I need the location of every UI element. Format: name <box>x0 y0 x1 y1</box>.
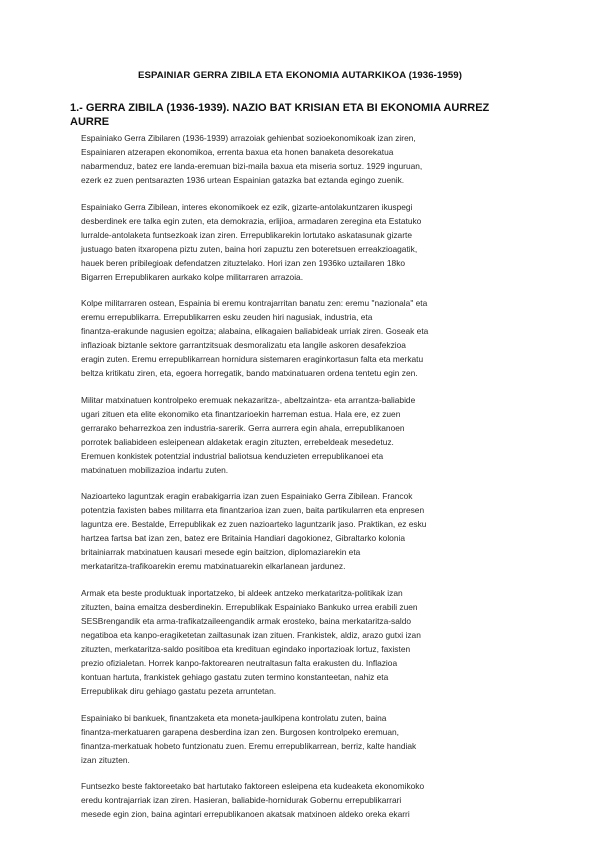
paragraph-line: Militar matxinatuen kontrolpeko eremuak nekazaritza-, abeltzaintza- eta arrantza-baliabide <box>81 394 416 405</box>
paragraph-line: Funtsezko beste faktoreetako bat hartutako faktoreen esleipena eta kudeaketa ekonomikoko <box>81 781 425 792</box>
paragraph-line: beltza kritikatu ziren, eta, egoera horregatik, bando matxinatuaren ordena tentetu egin zen. <box>81 368 418 379</box>
paragraph-line: lurralde-antolaketa funtsezkoak izan ziren. Errepublikarekin lortutako askatasunak gizarte <box>81 229 412 240</box>
paragraph-line: merkataritza-trafikoarekin eremu matxinatuarekin elkarlanean jardunez. <box>81 561 346 572</box>
paragraph-line: britainiarrak matxinatuen kausari mesede egin baitzion, diplomaziarekin eta <box>81 547 361 558</box>
paragraph-line: eragin zuten. Eremu errepublikarrean hornidura sistemaren eraginkortasun falta eta merkatu <box>81 354 424 365</box>
paragraph-line: Espainiako bi bankuek, finantzaketa eta moneta-jaulkipena kontrolatu zuten, baina <box>81 712 387 723</box>
paragraph-line: SESBrengandik eta arma-trafikatzaileengandik armak erosteko, baina merkataritza-saldo <box>81 615 412 626</box>
paragraph-line: Eremuen konkistek potentzial industrial baliotsua kenduzieten errepublikanoei eta <box>81 450 384 461</box>
paragraph-line: negatiboa eta kanpo-eragiketetan zailtasunak izan zituen. Frankistek, aldiz, arazo gutxi izan <box>81 629 421 640</box>
body-paragraph <box>81 779 526 821</box>
section-heading <box>70 101 540 129</box>
body-paragraph <box>81 131 526 187</box>
paragraph-line: finantza-erakunde nagusien egoitza; alabaina, elikagaien baliabideak urriak ziren. Goseak eta <box>81 326 429 337</box>
body-paragraph <box>81 393 526 477</box>
body-paragraph <box>81 711 526 767</box>
paragraph-line: zituzten, merkataritza-saldo positiboa eta kredituan egindako inportazioak lortuz, faxisten <box>81 643 411 654</box>
paragraph-line: ugari zituen eta elite ekonomiko eta finantzarioekin harreman estua. Hala ere, ez zuen <box>81 408 401 419</box>
paragraph-line: Espainiako Gerra Zibilean, interes ekonomikoek ez ezik, gizarte-antolakuntzaren ikuspegi <box>81 201 413 212</box>
paragraph-line: desberdinek ere talka egin zuten, eta demokrazia, erlijioa, armadaren zeregina eta Estatuko <box>81 215 422 226</box>
paragraph-line: Nazioarteko laguntzak eragin erabakigarria izan zuen Espainiako Gerra Zibilean. Francok <box>81 491 413 502</box>
paragraph-line: ezerk ez zuen pentsarazten 1936 urtean Espainian gatazka bat eztanda egingo zuenik. <box>81 175 405 185</box>
paragraph-line: prezio ofizialetan. Horrek kanpo-faktorearen neutraltasun falta erakusten du. Inflazioa <box>81 657 398 668</box>
paragraph-line: Bigarren Errepublikaren aurkako kolpe militarraren arrazoia. <box>81 271 304 282</box>
paragraph-line: nabarmenduz, batez ere landa-eremuan bizi-maila baxua eta miseria sortuz. 1929 inguruan, <box>81 161 423 171</box>
paragraph-line: finantza-merkatuak hobeto funtzionatu zuen. Eremu errepublikarrean, berriz, kalte handiak <box>81 740 417 751</box>
body-paragraph <box>81 586 526 698</box>
paragraph-line: kontuan hartuta, frankistek gehiago gastatu zuten termino konstanteetan, nahiz eta <box>81 671 389 682</box>
paragraph-line: izan zituzten. <box>81 754 130 765</box>
paragraph-line: gerrarako beharrezkoa zen industria-sarerik. Gerra aurrera egin ahala, errepublikanoen <box>81 422 405 433</box>
section-heading-line: 1.- GERRA ZIBILA (1936-1939). NAZIO BAT KRISIAN ETA BI EKONOMIA AURREZ <box>70 102 490 114</box>
paragraph-line: eremu errepublikarra. Errepublikarren esku zeuden hiri nagusiak, industria, eta <box>81 312 373 323</box>
paragraph-line: potentzia faxisten babes militarra eta finantzarioa izan zuen, baita partikularren eta enpresen <box>81 505 425 516</box>
paragraph-line: eredu kontrajarriak izan ziren. Hasieran, baliabide-hornidurak Gobernu errepublikarrari <box>81 795 402 806</box>
body-paragraph <box>81 296 526 380</box>
paragraph-line: Armak eta beste produktuak inportatzeko, bi aldeek antzeko merkataritza-politikak izan <box>81 587 403 598</box>
body-paragraph <box>81 489 526 573</box>
paragraph-line: matxinatuen mobilizazioa indartu zuten. <box>81 464 229 475</box>
paragraph-line: hartzea fartsa bat izan zen, batez ere Britainia Handiari dagokionez, Gibraltarko kolonia <box>81 533 406 544</box>
paragraph-line: finantza-merkatuaren garapena desberdina izan zen. Burgosen kontrolpeko eremuan, <box>81 726 399 737</box>
body-paragraph <box>81 200 526 284</box>
section-heading-line: AURRE <box>70 116 110 128</box>
paragraph-line: zituzten, baina emaitza desberdinekin. Errepublikak Espainiako Bankuko urrea erabili zuen <box>81 601 418 612</box>
document-body <box>81 131 526 834</box>
paragraph-line: justuago baten itxaropena piztu zuten, baina hori zapuztu zen boteretsuen erreakzioagatik, <box>81 243 418 254</box>
document-title: ESPAINIAR GERRA ZIBILA ETA EKONOMIA AUTARKIKOA (1936-1959) <box>137 70 463 81</box>
paragraph-line: Errepublikak diru gehiago gastatu pezeta arruntetan. <box>81 685 277 696</box>
paragraph-line: porrotek baliabideen esleipenean aldaketak eragin zituzten, errebeldeak mesedetuz. <box>81 436 394 447</box>
paragraph-line: Espainiako Gerra Zibilaren (1936-1939) arrazoiak gehienbat sozioekonomikoak izan ziren, <box>81 133 416 143</box>
paragraph-line: laguntza ere. Bestalde, Errepublikak ez zuen nazioarteko laguntzarik jaso. Praktikan, ez esku <box>81 519 427 530</box>
paragraph-line: hauek beren pribilegioak defendatzen zituztelako. Hori izan zen 1936ko uztailaren 18ko <box>81 257 406 268</box>
paragraph-line: Espainiaren atzerapen ekonomikoa, errenta baxua eta honen banaketa desorekatua <box>81 147 394 157</box>
paragraph-line: inflazioak biztanle sektore garrantzitsuak desmoralizatu eta langile askoren desafekzioa <box>81 340 406 351</box>
paragraph-line: mesede egin zion, baina agintari errepublikanoen akatsak matxinoen aldeko oreka ekarri <box>81 809 410 820</box>
paragraph-line: Kolpe militarraren ostean, Espainia bi eremu kontrajarritan banatu zen: eremu "nazionala" eta <box>81 298 428 309</box>
